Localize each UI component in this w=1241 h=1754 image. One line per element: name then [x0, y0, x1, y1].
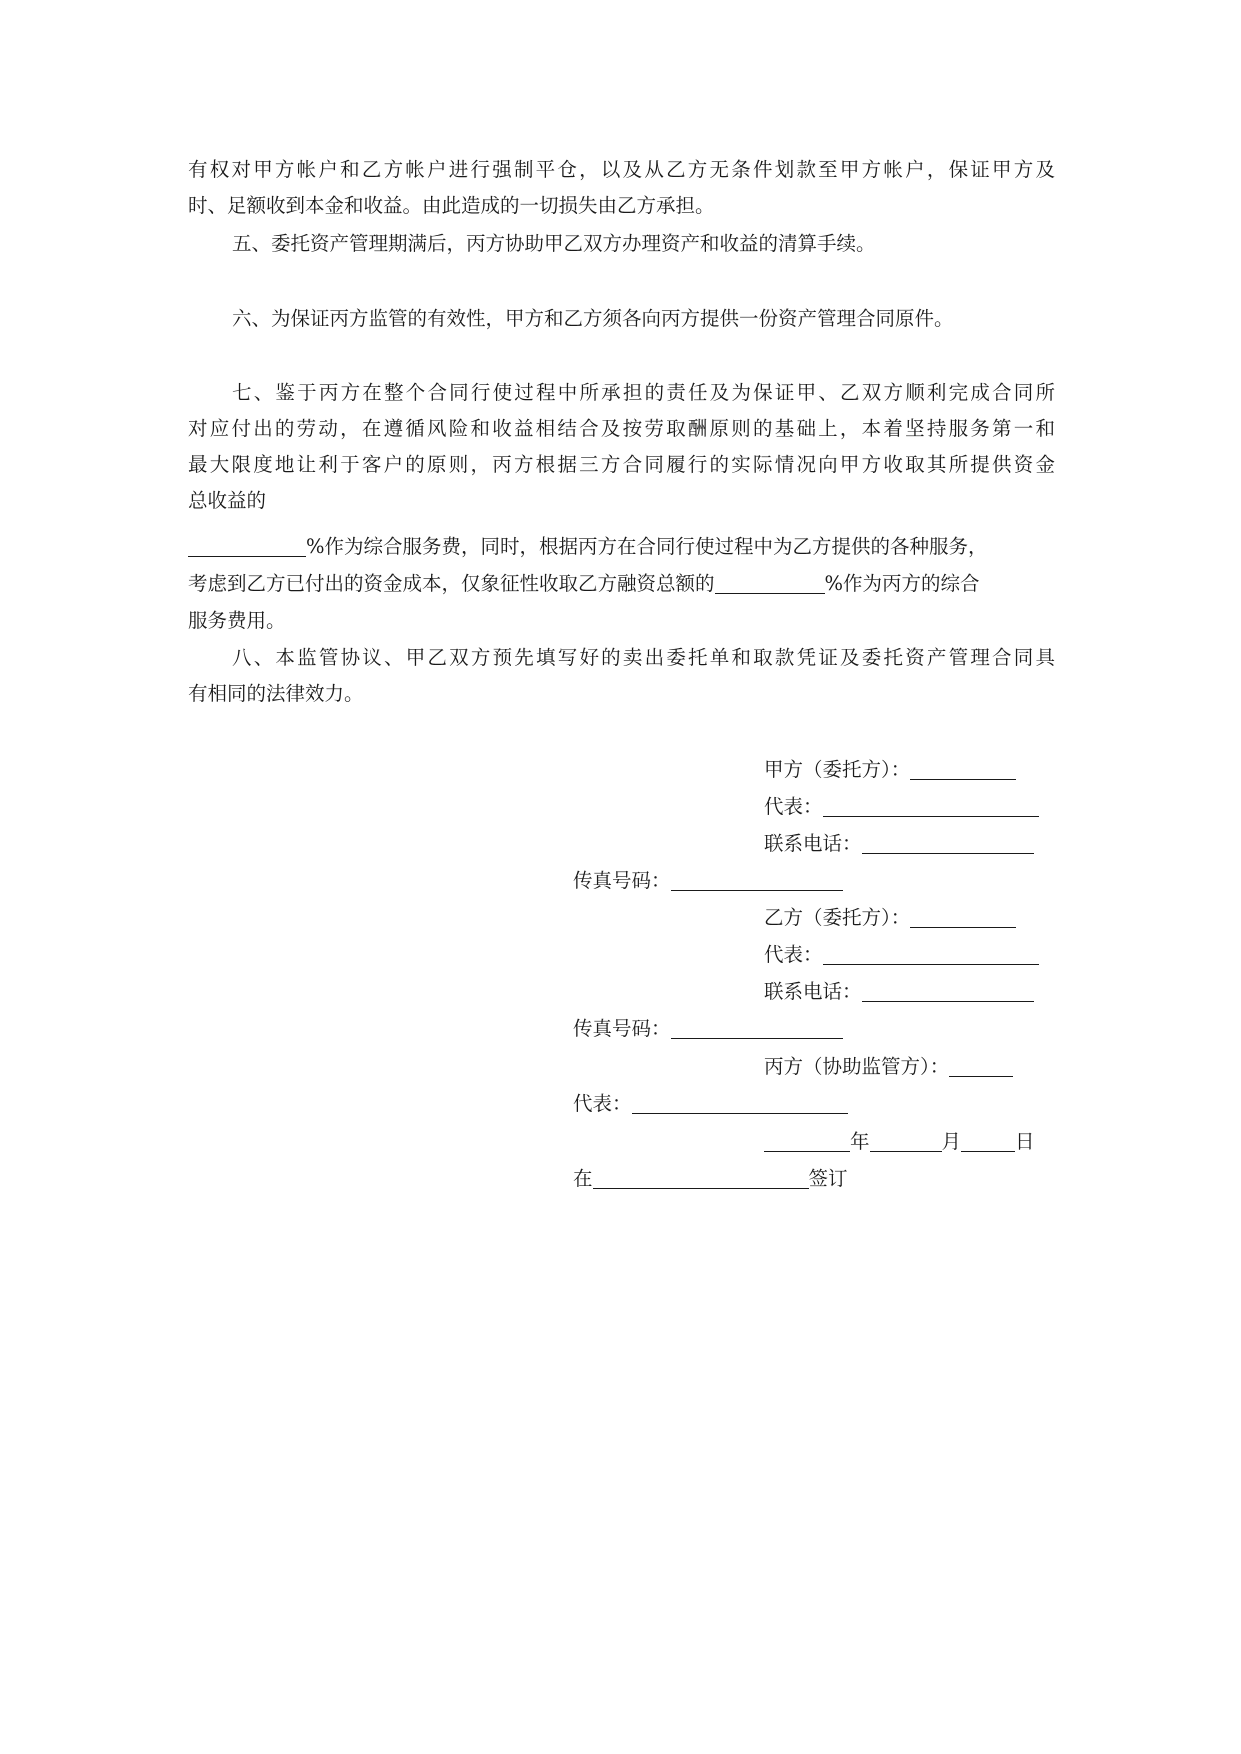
party-c-rep-blank[interactable]: [632, 1091, 848, 1114]
party-b-fax-line: [573, 1011, 843, 1047]
signing-place-line: [573, 1161, 848, 1197]
year-blank[interactable]: [764, 1129, 850, 1152]
paragraph-4-line-2: 时、足额收到本金和收益。由此造成的一切损失由乙方承担。: [188, 194, 715, 217]
party-a-line: [764, 752, 1016, 788]
party-a-fax-blank[interactable]: [671, 868, 843, 891]
clause-7-line-6-text-a: 考虑到乙方已付出的资金成本，仅象征性收取乙方融资总额的: [188, 572, 715, 595]
party-a-phone-line: [764, 826, 1034, 862]
day-blank[interactable]: [961, 1129, 1015, 1152]
place-blank[interactable]: [593, 1166, 809, 1189]
service-fee-blank[interactable]: [188, 534, 306, 557]
party-b-fax-blank[interactable]: [671, 1016, 843, 1039]
clause-7-line-5-text: %作为综合服务费，同时，根据丙方在合同行使过程中为乙方提供的各种服务，: [306, 535, 988, 558]
party-a-fax-line: [573, 863, 843, 899]
at-label: 在: [573, 1167, 593, 1190]
party-a-phone-label: 联系电话：: [764, 832, 862, 855]
year-label: 年: [850, 1130, 870, 1153]
party-a-rep-blank[interactable]: [823, 794, 1039, 817]
clause-8-line-1: 八、本监管协议、甲乙双方预先填写好的卖出委托单和取款凭证及委托资产管理合同具: [232, 646, 1055, 669]
party-a-fax-label: 传真号码：: [573, 869, 671, 892]
clause-8-line-2: 有相同的法律效力。: [188, 682, 364, 705]
party-b-fax-label: 传真号码：: [573, 1017, 671, 1040]
clause-7-line-3: 最大限度地让利于客户的原则，丙方根据三方合同履行的实际情况向甲方收取其所提供资金: [188, 453, 1055, 476]
party-a-rep-label: 代表：: [764, 795, 823, 818]
clause-7-line-5: [188, 529, 1055, 565]
party-c-label: 丙方（协助监管方）：: [764, 1055, 950, 1078]
party-c-line: [764, 1049, 1013, 1085]
party-b-phone-blank[interactable]: [862, 979, 1034, 1002]
clause-7-line-4: 总收益的: [188, 489, 267, 512]
clause-7-line-2: 对应付出的劳动，在遵循风险和收益相结合及按劳取酬原则的基础上，本着坚持服务第一和: [188, 417, 1055, 440]
party-b-blank[interactable]: [910, 905, 1016, 928]
party-b-phone-line: [764, 974, 1034, 1010]
clause-7-line-6: [188, 566, 1055, 602]
clause-7-line-1: 七、鉴于丙方在整个合同行使过程中所承担的责任及为保证甲、乙双方顺利完成合同所: [232, 381, 1055, 404]
party-b-line: [764, 900, 1016, 936]
financing-fee-blank[interactable]: [715, 571, 825, 594]
party-a-phone-blank[interactable]: [862, 831, 1034, 854]
clause-7-line-6-text-b: %作为丙方的综合: [824, 572, 980, 595]
clause-6: 六、为保证丙方监管的有效性，甲方和乙方须各向丙方提供一份资产管理合同原件。: [232, 307, 954, 330]
date-line: [764, 1124, 1035, 1160]
day-label: 日: [1015, 1130, 1035, 1153]
party-c-rep-line: [573, 1086, 848, 1122]
party-a-label: 甲方（委托方）：: [764, 758, 911, 781]
party-b-rep-line: [764, 937, 1039, 973]
party-b-phone-label: 联系电话：: [764, 980, 862, 1003]
party-c-blank[interactable]: [949, 1054, 1013, 1077]
party-a-rep-line: [764, 789, 1039, 825]
party-c-rep-label: 代表：: [573, 1092, 632, 1115]
clause-5: 五、委托资产管理期满后，丙方协助甲乙双方办理资产和收益的清算手续。: [232, 232, 876, 255]
party-a-blank[interactable]: [910, 757, 1016, 780]
paragraph-4-line-1: 有权对甲方帐户和乙方帐户进行强制平仓，以及从乙方无条件划款至甲方帐户，保证甲方及: [188, 158, 1055, 181]
signed-label: 签订: [808, 1167, 848, 1190]
month-label: 月: [941, 1130, 962, 1153]
clause-7-line-7: 服务费用。: [188, 609, 286, 632]
party-b-rep-label: 代表：: [764, 943, 823, 966]
month-blank[interactable]: [870, 1129, 942, 1152]
party-b-rep-blank[interactable]: [823, 942, 1039, 965]
party-b-label: 乙方（委托方）：: [764, 906, 911, 929]
